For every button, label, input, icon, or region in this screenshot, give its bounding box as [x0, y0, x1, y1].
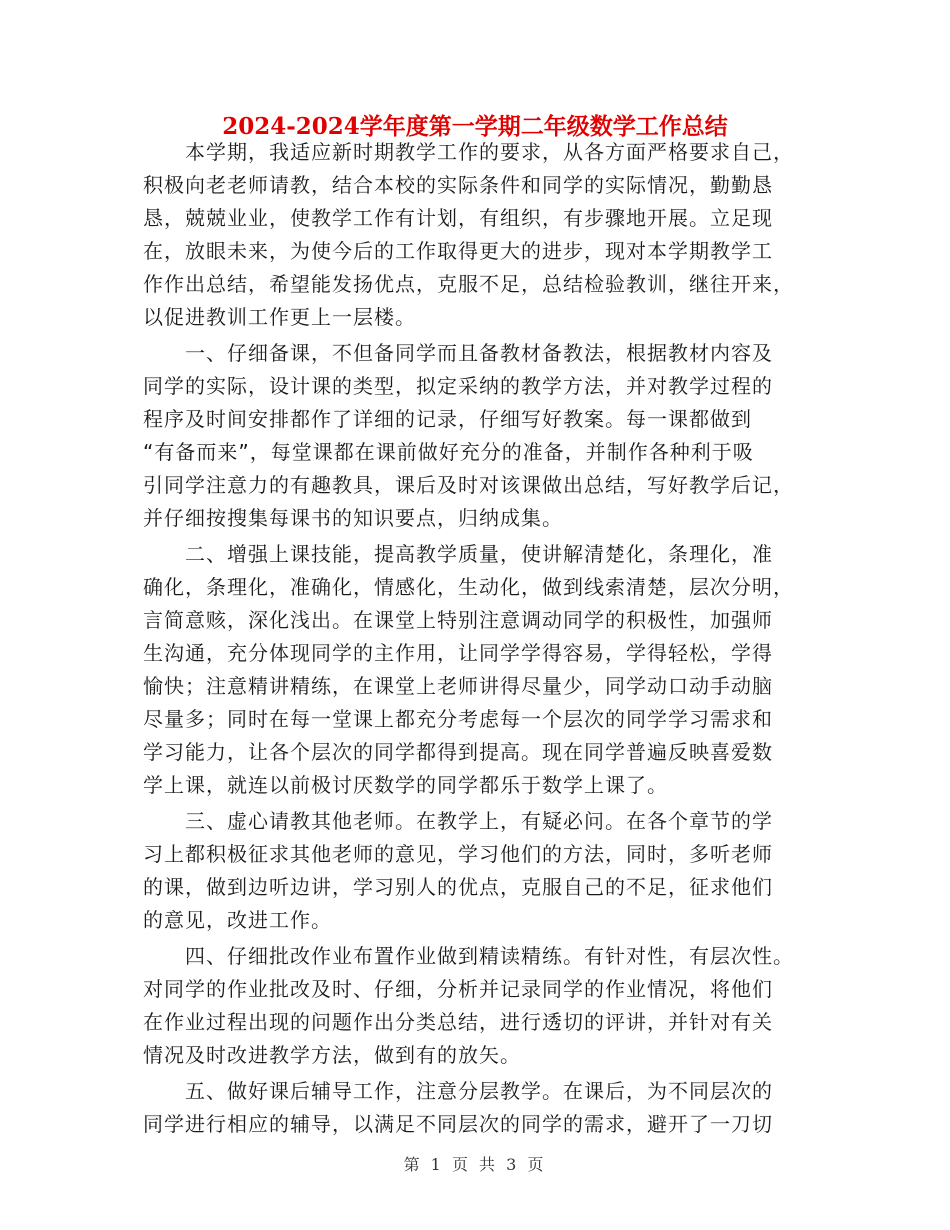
- paragraph-intro: [143, 136, 813, 334]
- paragraph-section-3: [143, 805, 813, 937]
- text-line: 习上都积极征求其他老师的意见，学习他们的方法，同时，多听老师: [143, 842, 773, 866]
- page-number-footer: 第 1 页 共 3 页: [403, 1155, 547, 1174]
- text-line: 确化，条理化，准确化，情感化，生动化，做到线索清楚，层次分明，: [143, 575, 794, 599]
- text-line: 三、虚心请教其他老师。在教学上，有疑必问。在各个章节的学: [143, 809, 773, 833]
- text-line: “有备而来”，每堂课都在课前做好充分的准备，并制作各种利于吸: [143, 440, 754, 464]
- text-line: 同学进行相应的辅导，以满足不同层次的同学的需求，避开了一刀切: [143, 1112, 773, 1136]
- text-line: 情况及时改进教学方法，做到有的放矢。: [143, 1043, 521, 1067]
- text-line: 在作业过程出现的问题作出分类总结，进行透切的评讲，并针对有关: [143, 1010, 773, 1034]
- text-line: 同学的实际，设计课的类型，拟定采纳的教学方法，并对教学过程的: [143, 374, 773, 398]
- paragraph-section-1: [143, 337, 813, 535]
- text-line: 学习能力，让各个层次的同学都得到提高。现在同学普遍反映喜爱数: [143, 740, 773, 764]
- text-line: 一、仔细备课，不但备同学而且备教材备教法，根据教材内容及: [143, 341, 773, 365]
- text-line: 对同学的作业批改及时、仔细，分析并记录同学的作业情况，将他们: [143, 977, 773, 1001]
- text-line: 本学期，我适应新时期教学工作的要求，从各方面严格要求自己，: [143, 140, 794, 164]
- text-line: 恳，兢兢业业，使教学工作有计划，有组织，有步骤地开展。立足现: [143, 206, 773, 230]
- text-line: 以促进教训工作更上一层楼。: [143, 305, 416, 329]
- document-title: 2024-2024学年度第一学期二年级数学工作总结: [222, 113, 728, 140]
- text-line: 积极向老老师请教，结合本校的实际条件和同学的实际情况，勤勤恳: [143, 173, 773, 197]
- text-line: 五、做好课后辅导工作，注意分层教学。在课后，为不同层次的: [143, 1079, 773, 1103]
- text-line: 程序及时间安排都作了详细的记录，仔细写好教案。每一课都做到: [143, 407, 752, 431]
- text-line: 引同学注意力的有趣教具，课后及时对该课做出总结，写好教学后记，: [143, 473, 794, 497]
- paragraph-section-2: [143, 538, 813, 802]
- text-line: 愉快；注意精讲精练，在课堂上老师讲得尽量少，同学动口动手动脑: [143, 674, 773, 698]
- text-line: 二、增强上课技能，提高教学质量，使讲解清楚化，条理化，准: [143, 542, 773, 566]
- text-line: 在，放眼未来，为使今后的工作取得更大的进步，现对本学期教学工: [143, 239, 773, 263]
- text-line: 四、仔细批改作业布置作业做到精读精练。有针对性，有层次性。: [143, 944, 794, 968]
- text-line: 尽量多；同时在每一堂课上都充分考虑每一个层次的同学学习需求和: [143, 707, 773, 731]
- text-line: 并仔细按搜集每课书的知识要点，归纳成集。: [143, 506, 563, 530]
- text-line: 的意见，改进工作。: [143, 908, 332, 932]
- document-body: [143, 136, 813, 1141]
- text-line: 言简意赅，深化浅出。在课堂上特别注意调动同学的积极性，加强师: [143, 608, 773, 632]
- text-line: 作作出总结，希望能发扬优点，克服不足，总结检验教训，继往开来，: [143, 272, 794, 296]
- paragraph-section-5: [143, 1075, 813, 1141]
- text-line: 生沟通，充分体现同学的主作用，让同学学得容易，学得轻松，学得: [143, 641, 773, 665]
- paragraph-section-4: [143, 940, 813, 1072]
- text-line: 学上课，就连以前极讨厌数学的同学都乐于数学上课了。: [143, 773, 668, 797]
- text-line: 的课，做到边听边讲，学习别人的优点，克服自己的不足，征求他们: [143, 875, 773, 899]
